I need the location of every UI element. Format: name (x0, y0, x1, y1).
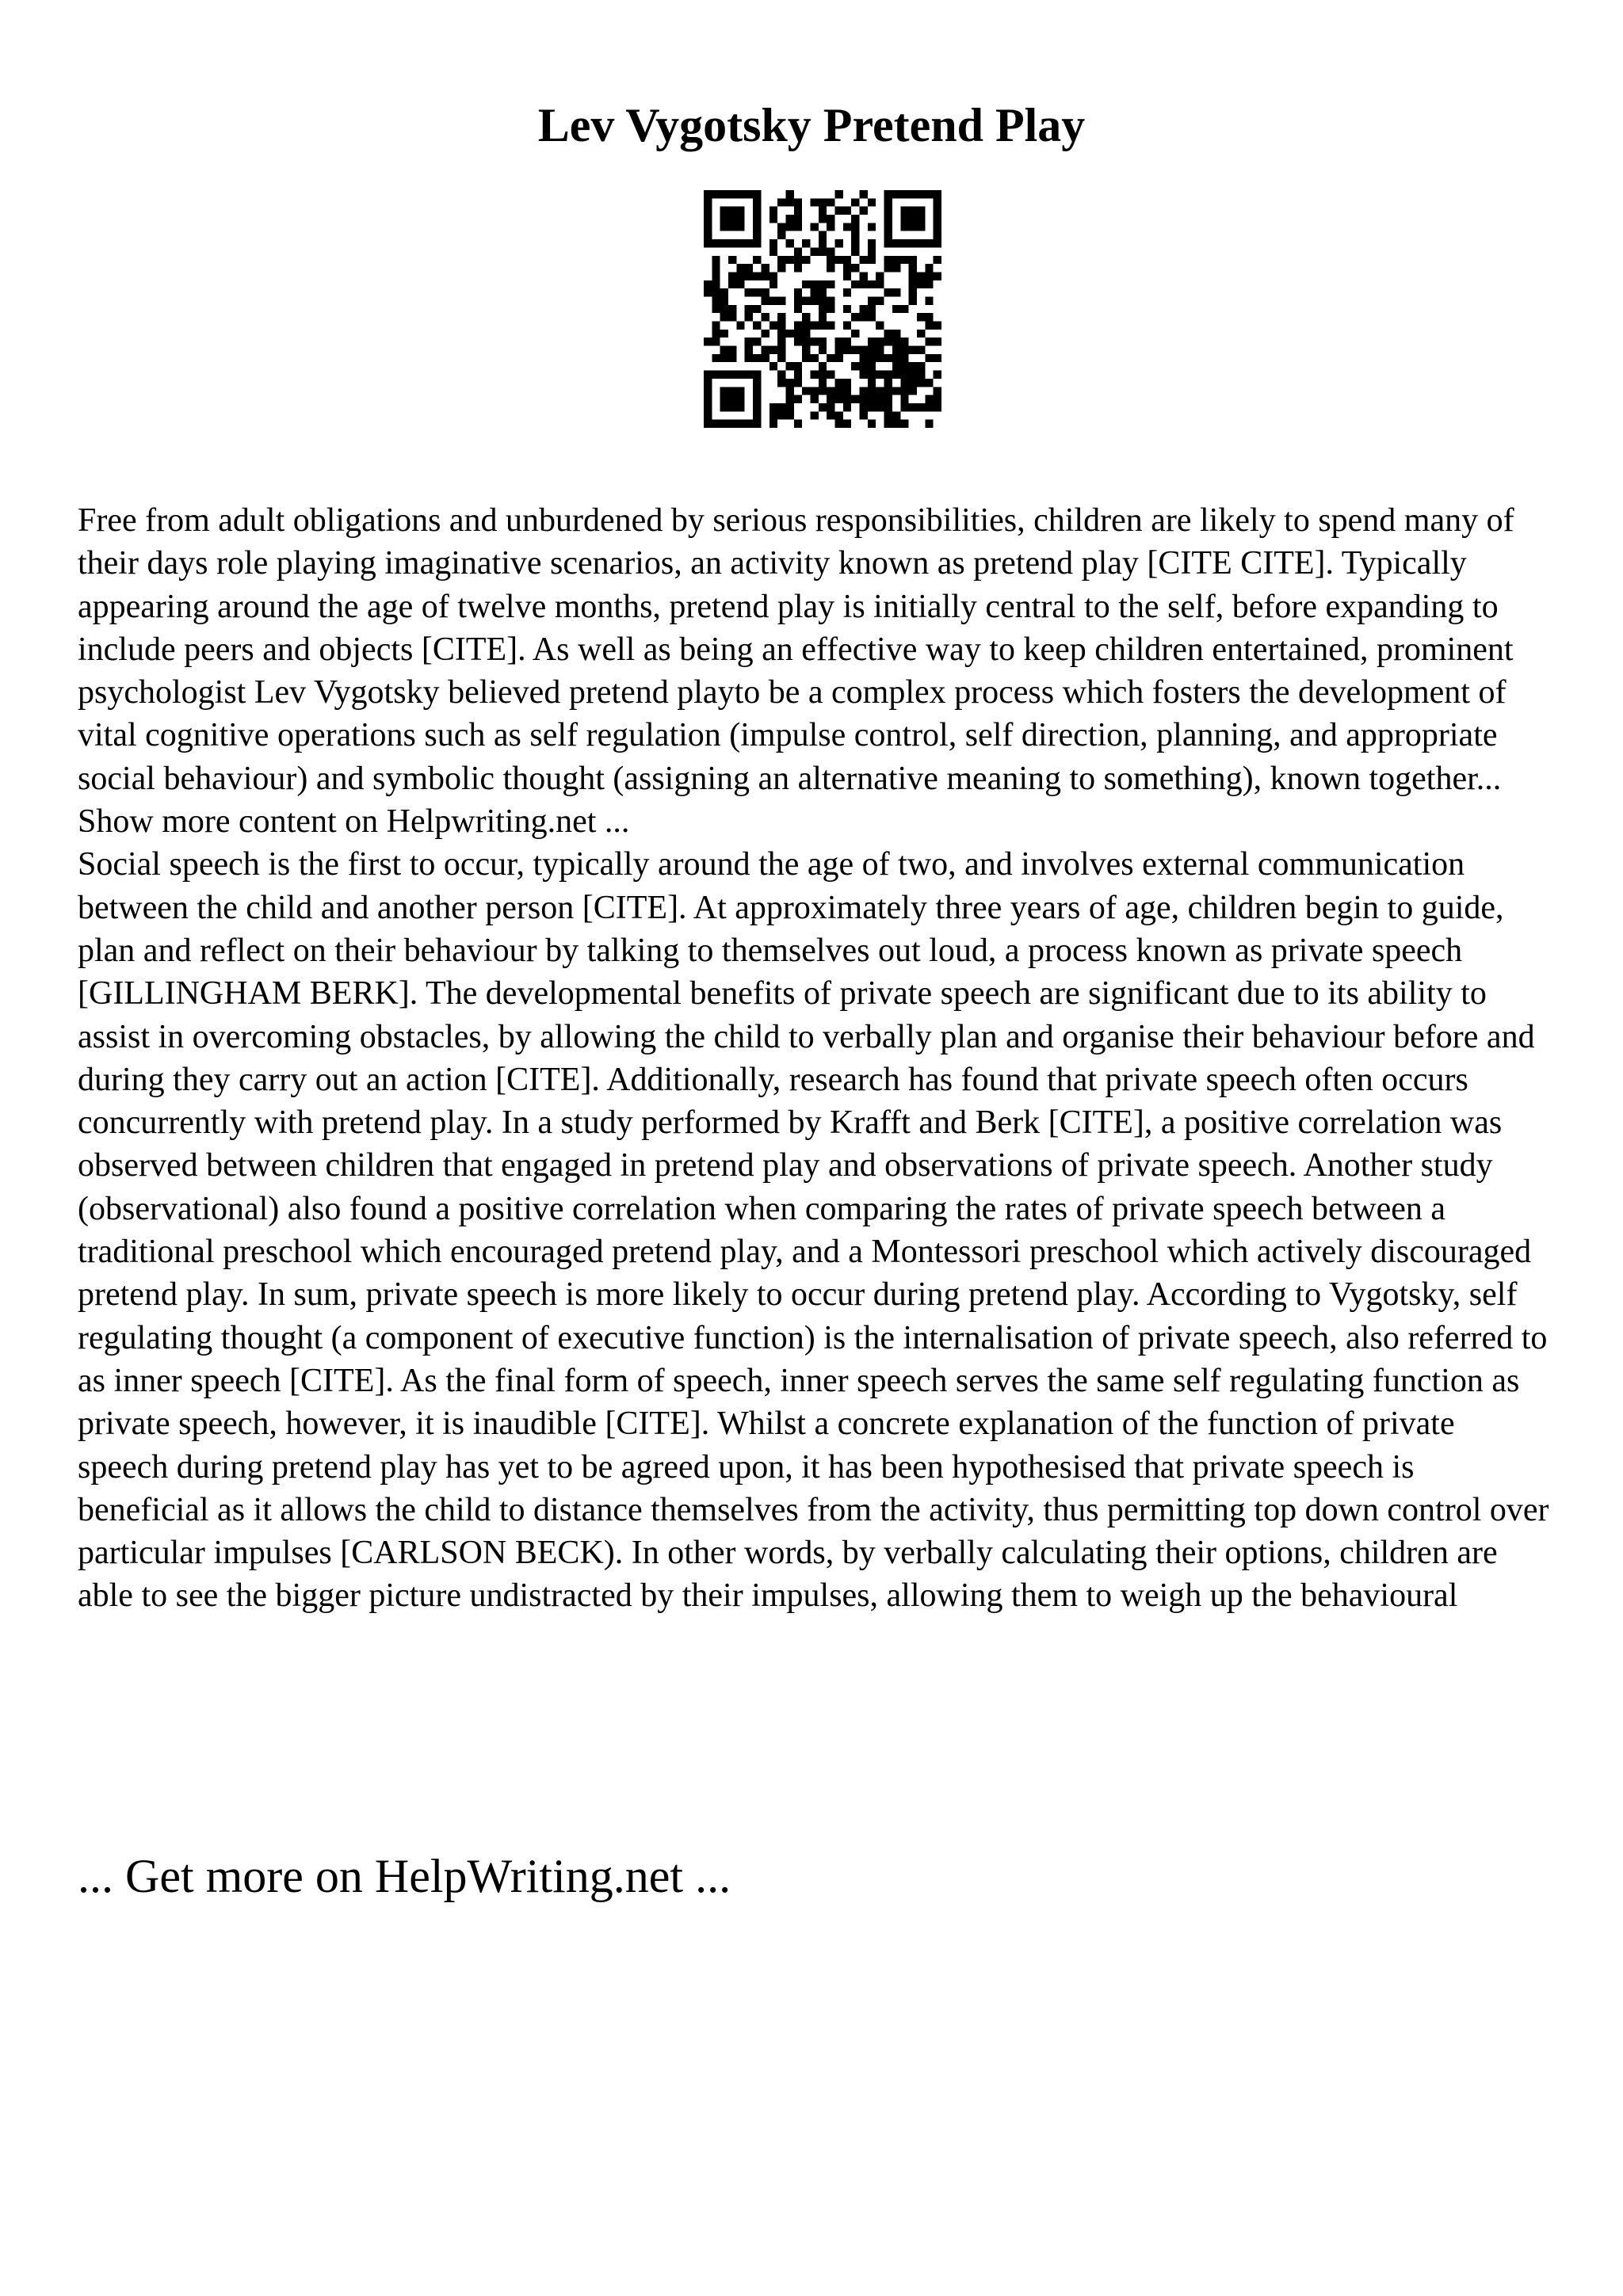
document-body (78, 499, 1552, 1618)
get-more-link[interactable]: ... Get more on HelpWriting.net ... (78, 1850, 731, 1902)
qr-code-icon (704, 190, 941, 428)
paragraph-private-speech: Social speech is the first to occur, typically around the age of two, and involves external communication between the child and another person [CITE]. At approximately three years of age, children begin to guide, plan and reflect on their behaviour by talking to themselves out loud, a process known as private speech [GILLINGHAM BERK]. The developmental benefits of private speech are significant due to its ability to assist in overcoming obstacles, by allowing the child to verbally plan and organise their behaviour before and during they carry out an action [CITE]. Additionally, research has found that private speech often occurs concurrently with pretend play. In a study performed by Krafft and Berk [CITE], a positive correlation was observed between children that engaged in pretend play and observations of private speech. Another study (observational) also found a positive correlation when comparing the rates of private speech between a traditional preschool which encouraged pretend play, and a Montessori preschool which actively discouraged pretend play. In sum, private speech is more likely to occur during pretend play. According to Vygotsky, self regulating thought (a component of executive function) is the internalisation of private speech, also referred to as inner speech [CITE]. As the final form of speech, inner speech serves the same self regulating function as private speech, however, it is inaudible [CITE]. Whilst a concrete explanation of the function of private speech during pretend play has yet to be agreed upon, it has been hypothesised that private speech is beneficial as it allows the child to distance themselves from the activity, thus permitting top down control over particular impulses [CARLSON BECK). In other words, by verbally calculating their options, children are able to see the bigger picture undistracted by their impulses, allowing them to weigh up the behavioural (78, 846, 1549, 1615)
paragraph-intro: Free from adult obligations and unburdened by serious responsibilities, children are likely to spend many of their days role playing imaginative scenarios, an activity known as pretend play [CITE CITE]. Typically appearing around the age of twelve months, pretend play is initially central to the self, before expanding to include peers and objects [CITE]. As well as being an effective way to keep children entertained, prominent psychologist Lev Vygotsky believed pretend playto be a complex process which fosters the development of vital cognitive operations such as self regulation (impulse control, self direction, planning, and appropriate social behaviour) and symbolic thought (assigning an alternative meaning to something), known together... Show more content on Helpwriting.net ... (78, 502, 1514, 841)
document-title: Lev Vygotsky Pretend Play (537, 99, 1086, 151)
